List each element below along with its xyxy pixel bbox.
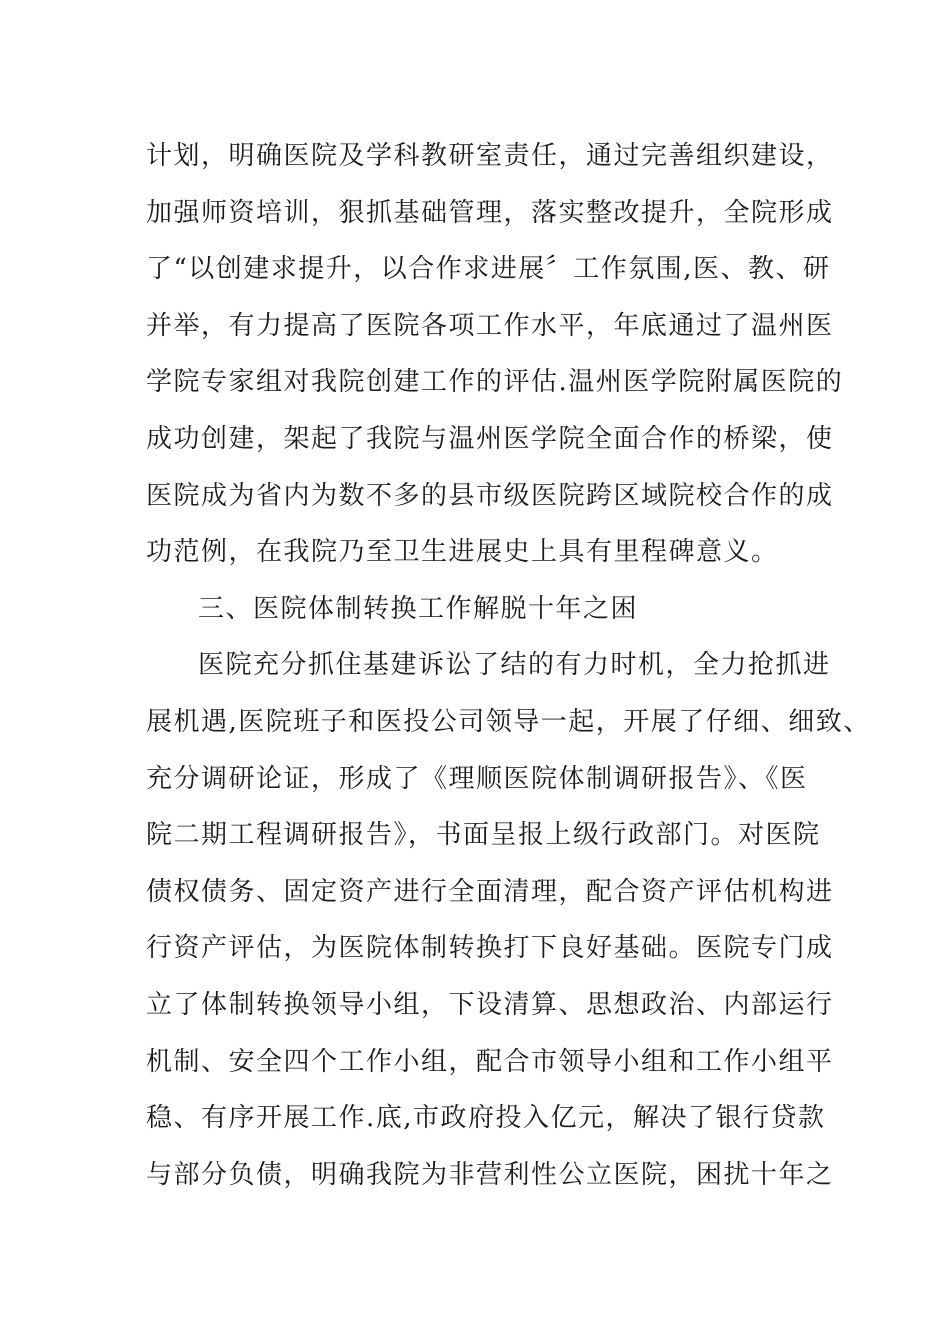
text-line: 院二期工程调研报告》，书面呈报上级行政部门。对医院 xyxy=(146,820,821,851)
text-line: 与部分负债，明确我院为非营利性公立医院，困扰十年之 xyxy=(146,1159,834,1190)
text-line: 成功创建，架起了我院与温州医学院全面合作的桥梁，使 xyxy=(146,423,834,454)
text-line: 医院充分抓住基建诉讼了结的有力时机，全力抢抓进 xyxy=(198,650,831,681)
text-line: 充分调研论证，形成了《理顺医院体制调研报告》、《医 xyxy=(146,763,808,794)
text-line: 稳、有序开展工作.底,市政府投入亿元，解决了银行贷款 xyxy=(146,1103,826,1134)
text-line: 展机遇,医院班子和医投公司领导一起，开展了仔细、细致、 xyxy=(146,706,871,737)
body-text xyxy=(146,128,871,1203)
text-line: 立了体制转换领导小组，下设清算、思想政治、内部运行 xyxy=(146,989,834,1020)
text-line: 加强师资培训，狠抓基础管理，落实整改提升，全院形成 xyxy=(146,197,834,228)
text-line: 了“以创建求提升，以合作求进展〞工作氛围,医、教、研 xyxy=(146,254,831,285)
text-line: 学院专家组对我院创建工作的评估.温州医学院附属医院的 xyxy=(146,367,844,398)
text-line: 机制、安全四个工作小组，配合市领导小组和工作小组平 xyxy=(146,1046,834,1077)
text-line: 功范例，在我院乃至卫生进展史上具有里程碑意义。 xyxy=(146,537,779,568)
text-line: 并举，有力提高了医院各项工作水平，年底通过了温州医 xyxy=(146,310,834,341)
text-line: 医院成为省内为数不多的县市级医院跨区域院校合作的成 xyxy=(146,480,834,511)
text-line: 计划，明确医院及学科教研室责任，通过完善组织建设， xyxy=(146,141,834,171)
text-line: 债权债务、固定资产进行全面清理，配合资产评估机构进 xyxy=(146,876,834,907)
section-heading: 三、医院体制转换工作解脱十年之困 xyxy=(198,593,639,624)
text-line: 行资产评估，为医院体制转换打下良好基础。医院专门成 xyxy=(146,933,834,964)
